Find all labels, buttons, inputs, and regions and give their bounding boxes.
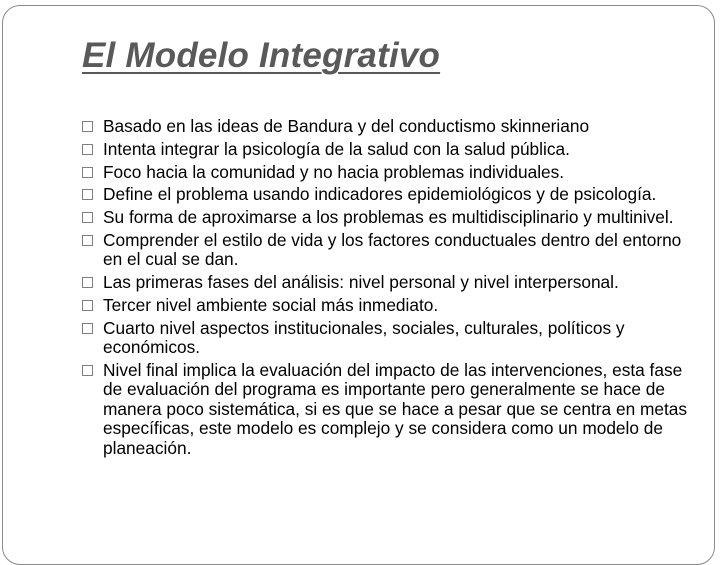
bullet-text: Cuarto nivel aspectos institucionales, sociales, culturales, políticos y económicos. bbox=[103, 317, 625, 358]
list-item bbox=[81, 296, 693, 315]
bullet-text: Nivel final implica la evaluación del impacto de las intervenciones, esta fase de evaluación del programa es importante pero generalmente se hace de manera poco sistemática, si es que se hace a pesar que se centra en metas específicas, este modelo es complejo y se considera como un modelo de planeación. bbox=[103, 359, 688, 458]
checkbox-bullet-icon bbox=[82, 300, 93, 311]
list-item bbox=[81, 273, 693, 292]
checkbox-bullet-icon bbox=[82, 167, 93, 178]
list-item bbox=[81, 361, 693, 458]
checkbox-bullet-icon bbox=[82, 144, 93, 155]
list-item bbox=[81, 117, 693, 136]
bullet-text: Define el problema usando indicadores epidemiológicos y de psicología. bbox=[103, 184, 657, 205]
list-item bbox=[81, 208, 693, 227]
slide-frame bbox=[2, 5, 715, 565]
bullet-text: Comprender el estilo de vida y los factores conductuales dentro del entorno en el cual se dan. bbox=[103, 229, 682, 270]
bullet-text: Tercer nivel ambiente social más inmediato. bbox=[103, 294, 439, 315]
bullet-text: Intenta integrar la psicología de la salud con la salud pública. bbox=[103, 138, 570, 159]
checkbox-bullet-icon bbox=[82, 121, 93, 132]
bullet-text: Su forma de aproximarse a los problemas es multidisciplinario y multinivel. bbox=[103, 207, 674, 228]
bullet-text: Foco hacia la comunidad y no hacia problemas individuales. bbox=[103, 161, 565, 182]
checkbox-bullet-icon bbox=[82, 277, 93, 288]
checkbox-bullet-icon bbox=[82, 365, 93, 376]
list-item bbox=[81, 163, 693, 182]
list-item bbox=[81, 185, 693, 204]
bullet-text: Basado en las ideas de Bandura y del conductismo skinneriano bbox=[103, 116, 590, 136]
bullet-text: Las primeras fases del análisis: nivel personal y nivel interpersonal. bbox=[103, 272, 619, 293]
list-item bbox=[81, 140, 693, 159]
slide-title: El Modelo Integrativo bbox=[82, 36, 441, 75]
checkbox-bullet-icon bbox=[82, 235, 93, 246]
bullet-list bbox=[81, 117, 693, 458]
list-item bbox=[81, 231, 693, 270]
list-item bbox=[81, 319, 693, 358]
checkbox-bullet-icon bbox=[82, 212, 93, 223]
checkbox-bullet-icon bbox=[82, 189, 93, 200]
checkbox-bullet-icon bbox=[82, 323, 93, 334]
